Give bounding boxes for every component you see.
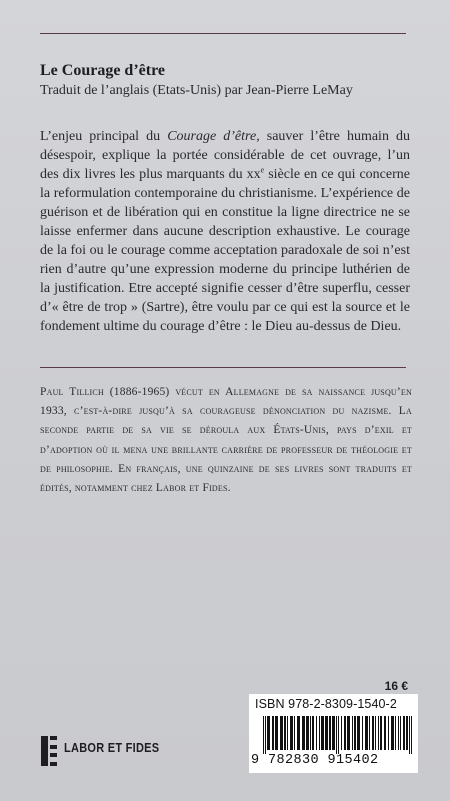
barcode-bar [347,716,350,750]
barcode-bar [372,716,374,750]
barcode-bar [365,716,368,750]
book-title: Le Courage d’être [40,62,165,79]
price-label: 16 € [384,679,408,693]
barcode-bar [400,716,401,750]
barcode-bar [284,716,286,750]
isbn-label: ISBN 978-2-8309-1540-2 [255,697,397,711]
summary-part-1: L’enjeu principal du [40,129,168,144]
author-bio: Paul Tillich (1886-1965) vécut en Allemagne de sa naissance jusqu’en 1933, c’est-à-dire jusqu’à sa courageuse dénonciation du nazisme. La seconde partie de sa vie se déroula aux États-Unis, pays d’exil et d’adoption où il mena une brillante carrière de professeur de théologie et de philosophie. En français, une quinzaine de ses livres sont traduits et édités, notamment chez Labor et Fides. [40,386,412,495]
barcode-bar [388,716,389,750]
barcode-bar [395,716,396,750]
barcode-bar [336,716,337,754]
barcode-bar [265,716,266,754]
top-divider [40,33,406,34]
publisher-name: LABOR ET FIDES [64,741,160,755]
barcode-bar [287,716,288,750]
summary-italic-title: Courage d’être [167,129,257,144]
middle-divider [40,367,406,368]
barcode-bar [384,716,386,750]
barcode-bar [272,716,274,750]
barcode-bar [280,716,283,750]
barcode-bar [398,716,399,750]
summary-century: xx [246,167,261,182]
translation-credit: Traduit de l’anglais (Etats-Unis) par Jean-Pierre LeMay [40,83,353,98]
barcode-bar [263,716,264,754]
barcode-panel [249,694,418,773]
barcode-bar [344,716,346,750]
book-summary [40,127,410,336]
barcode-bar [325,716,328,750]
barcode-bar [357,716,360,750]
barcode-bar [302,716,305,750]
barcode-bar [294,716,295,750]
barcode-bar [332,716,335,750]
barcode-bar [411,716,412,754]
barcode-bar [362,716,363,750]
barcode-bar [375,716,376,750]
barcode-bar [380,716,382,750]
barcode-bar [316,716,317,750]
barcode-bar [403,716,405,750]
barcode-bar [409,716,410,754]
barcode-icon [263,716,413,754]
barcode-bar [341,716,342,750]
barcode-bar [352,716,353,750]
publisher-logo-icon [41,736,57,766]
barcode-bar [312,716,314,750]
barcode-bar [406,716,408,750]
barcode-bar [319,716,320,750]
summary-part-3: siècle en ce qui concerne la reformulation contemporaine du christianisme. L’expérience de guérison et de libération qui en constitue la ligne directrice ne se laisse enfermer dans aucune description exhaustive. Le courage de la foi ou le courage comme acceptation paradoxale de soi n’est rien d’autre qu’une expression moderne du principe luthérien de la justification. Etre accepté signifie cesser d’être superflu, cesser d’« être de trop » (Sartre), être voulu par ce qui est la source et le fondement ultime du courage d’être : le Dieu au-dessus de Dieu. [40,167,410,334]
barcode-bar [338,716,339,754]
barcode-bar [310,716,311,750]
barcode-bar [267,716,270,750]
barcode-bar [391,716,394,750]
barcode-bar [369,716,370,750]
barcode-bar [306,716,309,750]
barcode-bar [275,716,278,750]
barcode-digits: 9 782830 915402 [251,753,379,768]
barcode-bar [297,716,300,750]
barcode-bar [321,716,324,750]
summary-century-sup: e [260,165,265,175]
barcode-bar [354,716,356,750]
barcode-bar [329,716,331,750]
barcode-bar [290,716,293,750]
barcode-bar [378,716,379,750]
summary-part-2: , sauver l’être humain du désespoir, explique la portée considérable de cet ouvrage, l’un des dix livres les plus marquants du [40,129,410,182]
